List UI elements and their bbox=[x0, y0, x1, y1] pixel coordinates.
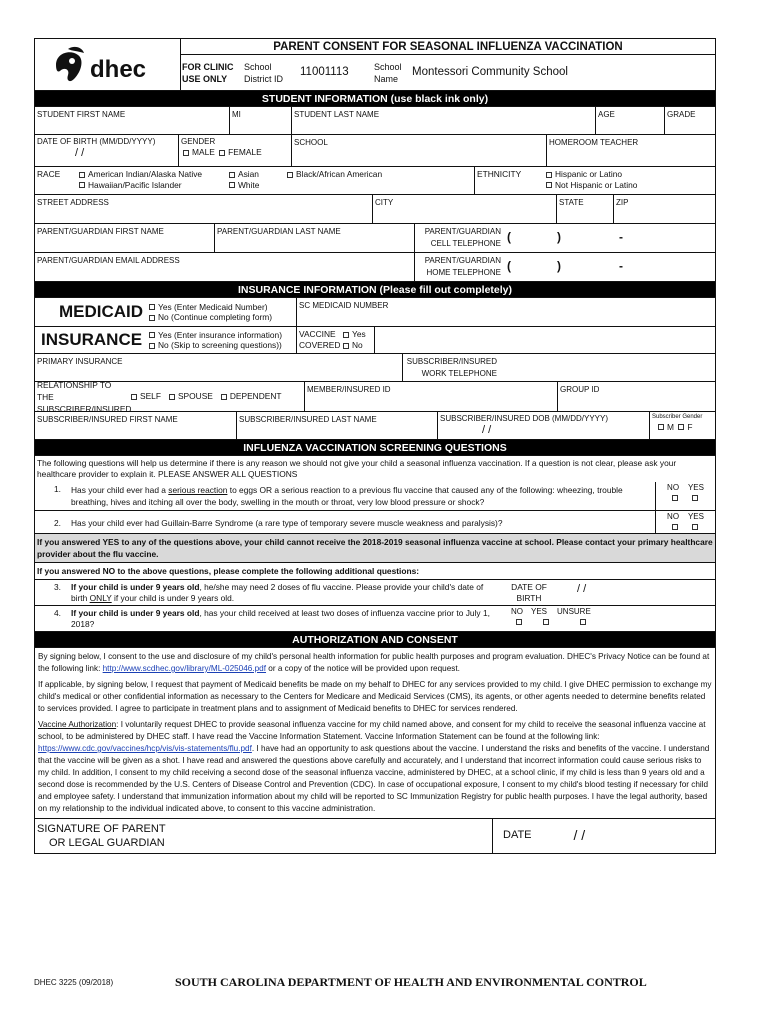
zip-field[interactable]: ZIP bbox=[616, 198, 629, 207]
form-title: PARENT CONSENT FOR SEASONAL INFLUENZA VACCINATION bbox=[181, 39, 715, 55]
school-district-id-value: 11001113 bbox=[300, 66, 349, 79]
city-field[interactable]: CITY bbox=[373, 195, 557, 223]
self-checkbox[interactable] bbox=[131, 394, 137, 400]
subscriber-work-phone-field[interactable]: SUBSCRIBER/INSURED WORK TELEPHONE bbox=[406, 357, 497, 378]
spouse-checkbox[interactable] bbox=[169, 394, 175, 400]
dhec-logo-icon bbox=[48, 45, 168, 85]
insurance-field: INSURANCE Yes (Enter insurance information) No (Skip to screening questions)) bbox=[35, 327, 297, 353]
race-white-checkbox[interactable] bbox=[229, 182, 235, 188]
vaccine-covered-field: VACCINE COVERED Yes No bbox=[297, 327, 375, 353]
school-field[interactable]: SCHOOL bbox=[292, 135, 547, 166]
screening-question-3: 3. If your child is under 9 years old, he/she may need 2 doses of flu vaccine. Please provide your child's date of birth ONLY if your child is under 9 years old. DATE OF BIRTH / / bbox=[35, 580, 715, 606]
ethnicity-options: Hispanic or Latino Not Hispanic or Latino bbox=[542, 167, 715, 194]
subscriber-gender-field: Subscriber Gender M F bbox=[652, 414, 703, 432]
group-id-field[interactable]: GROUP ID bbox=[560, 385, 600, 394]
screening-question-2: 2. Has your child ever had Guillain-Barre Syndrome (a rare type of temporary severe muscle weakness and paralysis)? NO YES bbox=[35, 511, 715, 534]
parent-home-phone-field[interactable]: PARENT/GUARDIAN HOME TELEPHONE ( ) - bbox=[424, 256, 623, 277]
screening-question-4: 4. If your child is under 9 years old, has your child received at least two doses of influenza vaccine prior to July 1, 2018? NO YES UNSURE bbox=[35, 606, 715, 632]
q1-no-checkbox[interactable] bbox=[672, 495, 678, 501]
street-address-field[interactable]: STREET ADDRESS bbox=[35, 195, 373, 223]
svg-text:dhec: dhec bbox=[89, 55, 146, 83]
school-district-id-label: School District ID bbox=[244, 61, 283, 84]
state-field[interactable]: STATE bbox=[557, 195, 614, 223]
privacy-notice-link[interactable]: http://www.scdhec.gov/library/ML-025046.pdf bbox=[102, 664, 267, 673]
q2-yes-checkbox[interactable] bbox=[692, 524, 698, 530]
student-mi-field[interactable]: MI bbox=[230, 107, 292, 134]
screening-bar: INFLUENZA VACCINATION SCREENING QUESTIONS bbox=[35, 440, 715, 456]
medicaid-paragraph: If applicable, by signing below, I request that payment of Medicaid benefits be made on my behalf to DHEC for any services provided to my child. I give DHEC permission to exchange my child's medical or other confidential information as necessary to the Centers for Medicare and Medicaid Services (CMS), its agents, or other agents needed to determine benefits related to services provided. I agree to participate in treatment plans and to assignment of Medicaid benefits to DHEC for services rendered. bbox=[38, 680, 712, 713]
medicaid-field: MEDICAID Yes (Enter Medicaid Number) No (Continue completing form) bbox=[35, 298, 297, 326]
yes-warning: If you answered YES to any of the questions above, your child cannot receive the 2018-2019 seasonal influenza vaccine at school. Please contact your primary healthcare provider about the flu vaccine. bbox=[35, 534, 715, 563]
student-age-field[interactable]: AGE bbox=[596, 107, 665, 134]
ethnicity-label: ETHNICITY bbox=[477, 169, 522, 179]
form-header bbox=[35, 39, 715, 91]
vis-link[interactable]: https://www.cdc.gov/vaccines/hcp/vis/vis-statements/flu.pdf bbox=[38, 744, 252, 753]
race-american-indian-checkbox[interactable] bbox=[79, 172, 85, 178]
consent-form bbox=[34, 38, 716, 854]
privacy-paragraph: By signing below, I consent to the use and disclosure of my child's personal health information for public health purposes and program evaluation. DHEC's Privacy Notice can be found at the following link: http://www.scdhec.gov/library/ML-025046.pdf or a copy of the notice will be provided upon request. bbox=[38, 652, 710, 673]
parent-last-name-field[interactable]: PARENT/GUARDIAN LAST NAME bbox=[215, 224, 415, 252]
parent-first-name-field[interactable]: PARENT/GUARDIAN FIRST NAME bbox=[35, 224, 215, 252]
q2-no-checkbox[interactable] bbox=[672, 524, 678, 530]
screening-intro: The following questions will help us determine if there is any reason we should not give your child a seasonal influenza vaccination. If a question is not clear, please ask your healthcare provider to explain it. PLEASE ANSWER ALL QUESTIONS bbox=[37, 458, 677, 479]
male-checkbox[interactable] bbox=[183, 150, 189, 156]
female-checkbox[interactable] bbox=[219, 150, 225, 156]
parent-cell-phone-field[interactable]: PARENT/GUARDIAN CELL TELEPHONE ( ) - bbox=[424, 227, 623, 248]
vaccine-covered-yes-checkbox[interactable] bbox=[343, 332, 349, 338]
q4-yes-checkbox[interactable] bbox=[543, 619, 549, 625]
q4-unsure-checkbox[interactable] bbox=[580, 619, 586, 625]
school-name-label: School Name bbox=[374, 61, 402, 84]
department-name: SOUTH CAROLINA DEPARTMENT OF HEALTH AND ENVIRONMENTAL CONTROL bbox=[175, 975, 647, 989]
no-instructions: If you answered NO to the above questions, please complete the following additional questions: bbox=[35, 563, 715, 580]
race-asian-checkbox[interactable] bbox=[229, 172, 235, 178]
gender-field: GENDER MALE FEMALE bbox=[179, 135, 292, 166]
vaccine-covered-no-checkbox[interactable] bbox=[343, 343, 349, 349]
insurance-no-checkbox[interactable] bbox=[149, 343, 155, 349]
homeroom-teacher-field[interactable]: HOMEROOM TEACHER bbox=[549, 138, 639, 147]
signature-date-field[interactable]: DATE / / bbox=[503, 827, 586, 844]
q1-yes-checkbox[interactable] bbox=[692, 495, 698, 501]
medicaid-yes-checkbox[interactable] bbox=[149, 304, 155, 310]
student-info-bar: STUDENT INFORMATION (use black ink only) bbox=[35, 91, 715, 107]
q1-answer: NO YES bbox=[655, 482, 715, 510]
vaccine-authorization-paragraph: Vaccine Authorization: I voluntarily request DHEC to provide seasonal influenza vaccine for my child named above, and consent for my child to receive the seasonal influenza vaccine at school, to be administered by DHEC staff. I have read the Vaccine Information Statement. Vaccine Information Statement can be found at the following link: https://www.cdc.gov/vaccines/hcp/vis/vis-statements/flu.pdf. I have had an opportunity to ask questions about the vaccine. I understand the risks and benefits of the vaccine. I understand that the vaccine will be given as a shot. I have read and answered the questions above carefully and accurately, and I understand that incorrect information could cause serious risks to my child. In addition, I consent to my child receiving a second dose of the seasonal influenza vaccine, administered by DHEC, at a school clinic, if my child is less than 9 years old and a second dose is recommended by the U.S. Centers of Disease Control and Prevention (CDC). In case of occupational exposure, I consent to my child's blood testing if necessary for child and employee safety. I understand that immunization information about my child will be reported to SC Immunization Registry for public health purposes. I have the legal authority, based on my relationship to the individual indicated above, to consent to this vaccine administration. bbox=[38, 720, 710, 813]
hispanic-checkbox[interactable] bbox=[546, 172, 552, 178]
insurance-yes-checkbox[interactable] bbox=[149, 332, 155, 338]
parent-email-field[interactable]: PARENT/GUARDIAN EMAIL ADDRESS bbox=[35, 253, 415, 281]
q3-dob-label: DATE OF BIRTH bbox=[511, 582, 547, 603]
medicaid-no-checkbox[interactable] bbox=[149, 315, 155, 321]
clinic-use-label: FOR CLINIC USE ONLY bbox=[182, 61, 234, 84]
not-hispanic-checkbox[interactable] bbox=[546, 182, 552, 188]
dependent-checkbox[interactable] bbox=[221, 394, 227, 400]
insurance-info-bar: INSURANCE INFORMATION (Please fill out completely) bbox=[35, 282, 715, 298]
subscriber-male-checkbox[interactable] bbox=[658, 424, 664, 430]
member-id-field[interactable]: MEMBER/INSURED ID bbox=[305, 382, 558, 411]
sc-medicaid-number-field[interactable]: SC MEDICAID NUMBER bbox=[299, 301, 389, 310]
student-grade-field[interactable]: GRADE bbox=[667, 110, 696, 119]
subscriber-first-name-field[interactable]: SUBSCRIBER/INSURED FIRST NAME bbox=[35, 412, 237, 439]
form-number: DHEC 3225 (09/2018) bbox=[34, 978, 114, 987]
q3-dob-field[interactable]: / / bbox=[577, 583, 587, 595]
student-last-name-field[interactable]: STUDENT LAST NAME bbox=[292, 107, 596, 134]
q4-answer: NO YES UNSURE bbox=[499, 606, 715, 631]
race-black-checkbox[interactable] bbox=[287, 172, 293, 178]
dhec-logo bbox=[35, 39, 181, 90]
subscriber-last-name-field[interactable]: SUBSCRIBER/INSURED LAST NAME bbox=[237, 412, 438, 439]
relationship-field: RELATIONSHIP TO THE SUBSCRIBER/INSURED SELF SPOUSE DEPENDENT bbox=[35, 382, 305, 411]
screening-question-1: 1. Has your child ever had a serious reaction to eggs OR a serious reaction to a previous flu vaccine that caused any of the following: wheezing, trouble breathing, hives and itching all over the body, swelling in the mouth or throat, very low blood pressure or shock? NO YES bbox=[35, 482, 715, 511]
subscriber-female-checkbox[interactable] bbox=[678, 424, 684, 430]
authorization-text bbox=[35, 648, 715, 819]
student-first-name-field[interactable]: STUDENT FIRST NAME bbox=[35, 107, 230, 134]
authorization-bar: AUTHORIZATION AND CONSENT bbox=[35, 632, 715, 648]
primary-insurance-field[interactable]: PRIMARY INSURANCE bbox=[35, 354, 403, 381]
subscriber-dob-field[interactable]: SUBSCRIBER/INSURED DOB (MM/DD/YYYY) / / bbox=[438, 412, 650, 439]
q2-answer: NO YES bbox=[655, 511, 715, 533]
school-name-value: Montessori Community School bbox=[412, 66, 568, 79]
signature-field[interactable]: SIGNATURE OF PARENT OR LEGAL GUARDIAN bbox=[35, 819, 493, 853]
race-hawaiian-checkbox[interactable] bbox=[79, 182, 85, 188]
q4-no-checkbox[interactable] bbox=[516, 619, 522, 625]
race-field: RACE American Indian/Alaska Native Hawaiian/Pacific Islander Asian White Black/African American bbox=[35, 167, 475, 194]
dob-field[interactable]: DATE OF BIRTH (MM/DD/YYYY) / / bbox=[35, 135, 179, 166]
